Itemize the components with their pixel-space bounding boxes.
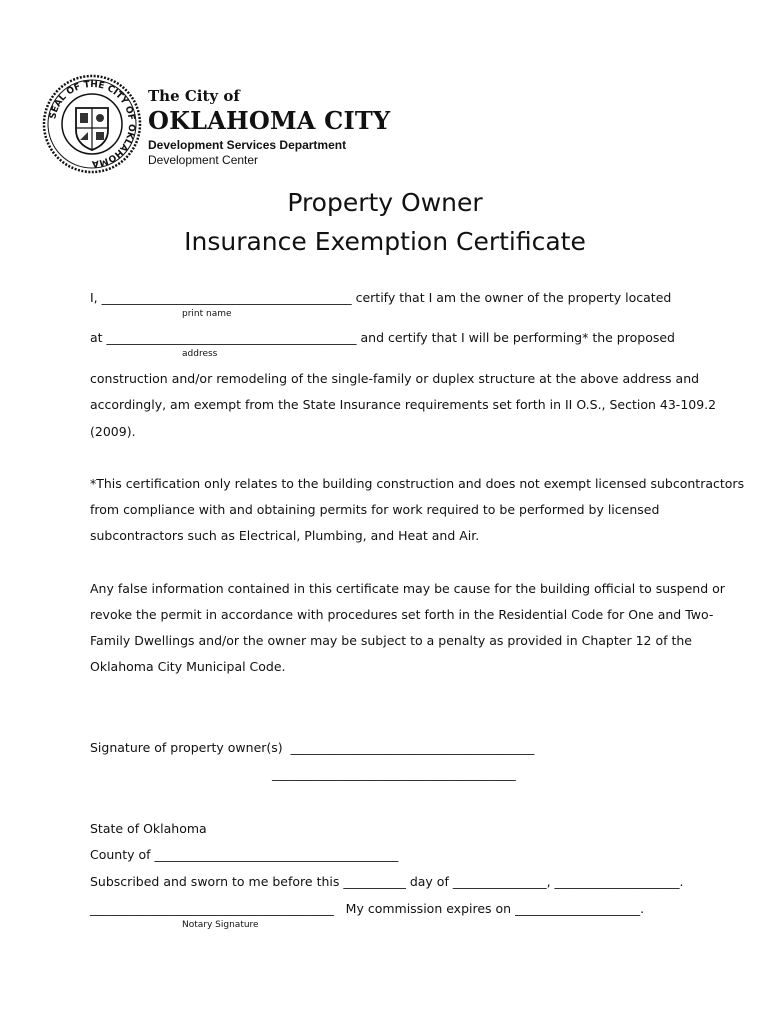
paragraph-line: *This certification only relates to the building construction and does not exempt licensed subcontractors (90, 476, 745, 491)
department-name: Development Services Department (148, 138, 347, 152)
paragraph-line: Any false information contained in this certificate may be cause for the building official to suspend or (90, 581, 725, 596)
paragraph-line: accordingly, am exempt from the State Insurance requirements set forth in II O.S., Section 43-109.2 (90, 397, 717, 412)
address-caption: address (182, 349, 218, 359)
center-name: Development Center (148, 153, 259, 167)
state-label: State of Oklahoma (90, 821, 207, 836)
print-name-caption: print name (182, 309, 232, 319)
subscribed-line: Subscribed and sworn to me before this __________ day of _______________, ____________________. (90, 874, 684, 889)
paragraph-line: from compliance with and obtaining permits for work required to be performed by licensed (90, 502, 660, 517)
property-address-line: at ________________________________________ and certify that I will be performing* the proposed (90, 330, 675, 345)
city-seal-icon (42, 74, 142, 174)
city-prefix: The City of (148, 87, 240, 105)
notary-line: _______________________________________ My commission expires on ____________________. (90, 901, 645, 916)
page-subtitle: Insurance Exemption Certificate (184, 227, 586, 256)
city-name: OKLAHOMA CITY (148, 106, 391, 135)
paragraph-line: subcontractors such as Electrical, Plumbing, and Heat and Air. (90, 528, 480, 543)
paragraph-line: Oklahoma City Municipal Code. (90, 659, 286, 674)
paragraph-line: (2009). (90, 424, 136, 439)
paragraph-line: Family Dwellings and/or the owner may be subject to a penalty as provided in Chapter 12 of the (90, 633, 692, 648)
page-title: Property Owner (287, 188, 483, 217)
owner-name-line: I, ________________________________________ certify that I am the owner of the property located (90, 290, 672, 305)
paragraph-line: revoke the permit in accordance with procedures set forth in the Residential Code for One and Two- (90, 607, 714, 622)
notary-signature-caption: Notary Signature (182, 920, 259, 930)
seal-ring-text: SEAL OF THE CITY OF OKLAHOMA (48, 79, 137, 169)
owner-signature-line-2: _______________________________________ (272, 766, 516, 781)
paragraph-line: construction and/or remodeling of the single-family or duplex structure at the above address and (90, 371, 700, 386)
owner-signature-line: Signature of property owner(s) _______________________________________ (90, 740, 535, 755)
county-line: County of _______________________________________ (90, 847, 399, 862)
